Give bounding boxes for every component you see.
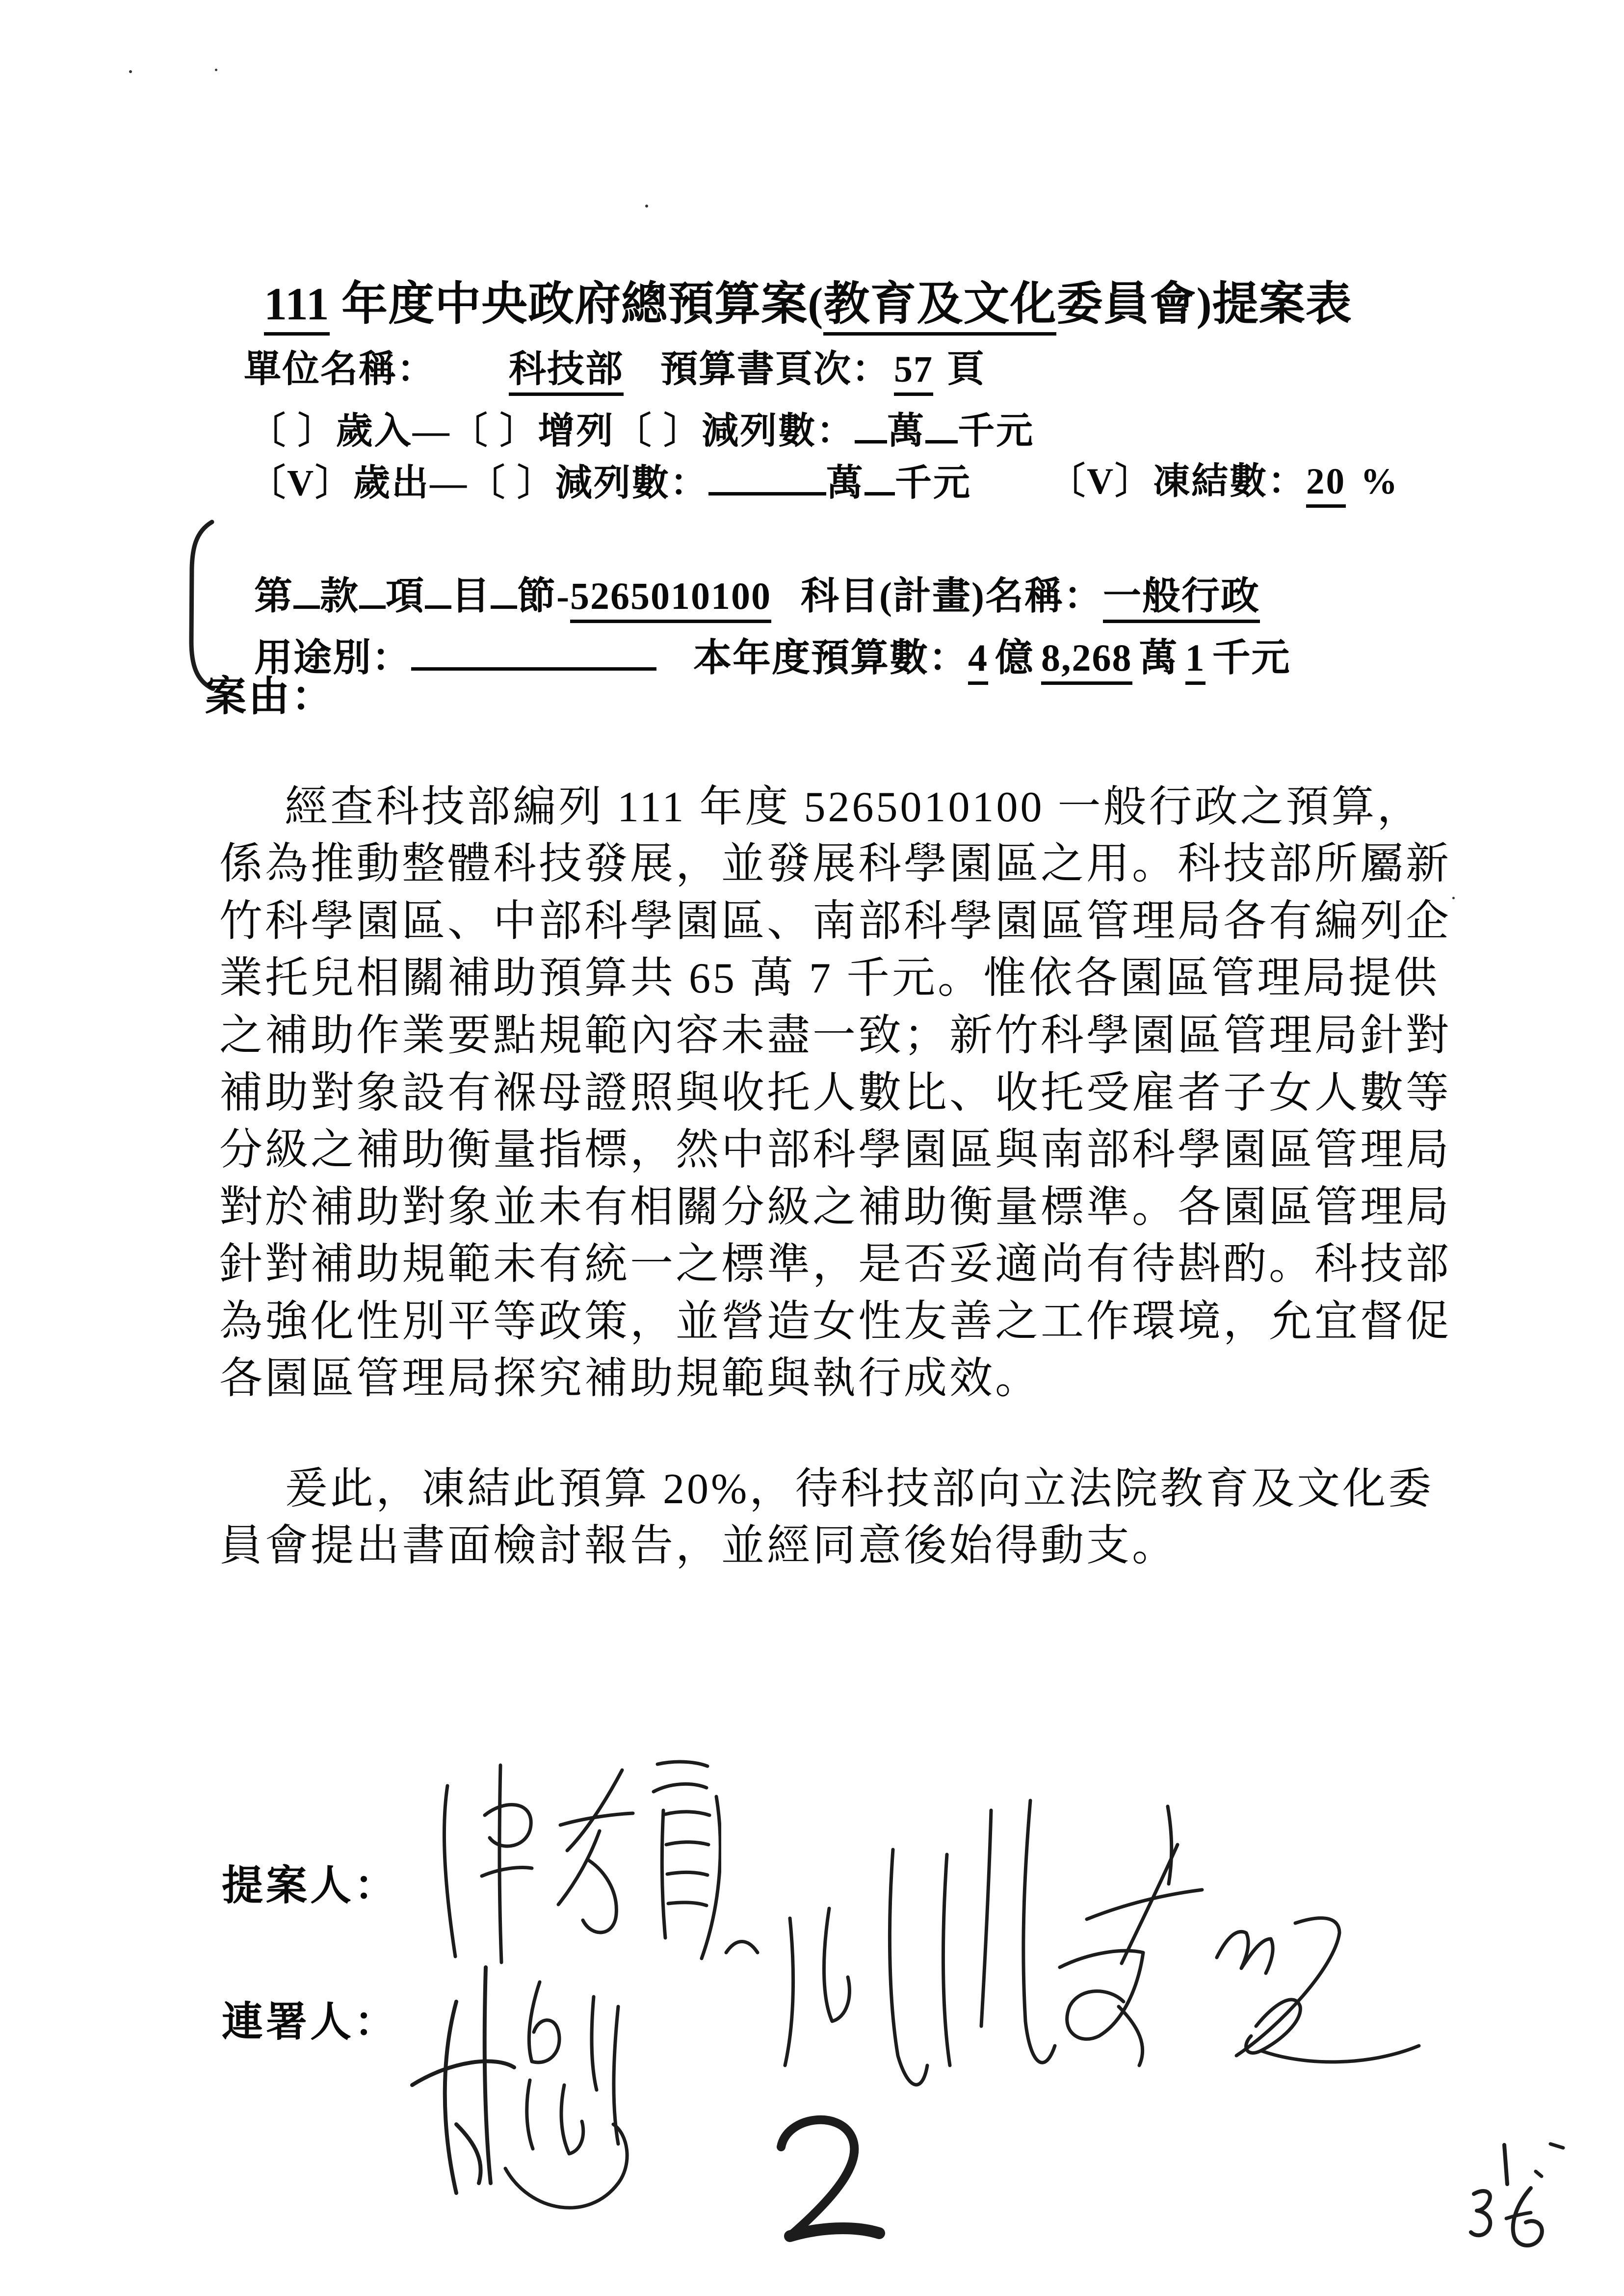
page-unit: 頁 [947,349,985,391]
unit-qianyuan: 千元 [1212,636,1291,679]
p1-line6: 補助對象設有褓母證照與收托人數比、收托受雇者子女人數等 [219,1070,1452,1117]
p1-line9: 針對補助規範未有統一之標準，是否妥適尚有待斟酌。科技部 [219,1241,1452,1288]
handwritten-sheet-number [756,2105,903,2262]
subject-label: 科目(計畫)名稱： [801,574,1103,618]
unit-label: 單位名稱： [244,349,435,391]
freeze-value: 20 [1306,461,1346,508]
unit-yi: 億 [995,636,1035,679]
freeze-label: 〔V〕凍結數： [1048,461,1307,502]
proposer-label: 提案人： [222,1863,399,1909]
p1-line4: 業托兒相關補助預算共 65 萬 7 千元。惟依各園區管理局提供 [219,955,1440,1002]
pages-label: 預算書頁次： [660,349,890,391]
freeze-group [1006,422,1399,541]
blank-underline [864,462,895,496]
item-kuan: 款 [320,574,360,618]
title-mid: 年度中央政府總預算案( [329,278,824,330]
unit-qianyuan: 千元 [894,463,971,504]
item-code: 5265010100 [570,574,771,623]
budget-label: 本年度預算數： [693,636,969,679]
freeze-unit: % [1361,461,1399,502]
item-jie: 節- [517,574,571,618]
proposer-signature [427,1756,721,1967]
p1-line2: 係為推動整體科技發展，並發展科學園區之用。科技部所屬新 [219,840,1452,888]
amount-yi: 4 [968,636,988,685]
usage-label: 用途別： [254,636,412,679]
corner-page-number [1457,2139,1575,2252]
title-tail: 委員會)提案表 [1056,278,1352,330]
title-year: 111 [264,279,330,336]
toner-speck [129,70,132,73]
cosigner-signature-1 [383,1938,677,2222]
blank-underline [708,462,826,496]
amount-qian: 1 [1185,636,1205,685]
p1-line10: 為強化性別平等政策，並營造女性友善之工作環境，允宜督促 [219,1298,1452,1346]
expense-row [206,422,971,543]
item-di: 第 [254,574,294,618]
case-label: 案由： [205,674,335,720]
toner-speck [215,69,217,71]
p2-line1: 爰此，凍結此預算 20%，待科技部向立法院教育及文化委 [285,1465,1434,1513]
cosigner-label: 連署人： [222,2000,399,2045]
item-xiang: 項 [386,574,425,618]
unit-wan: 萬 [826,463,864,504]
p2-line2: 員會提出書面檢討報告，並經同意後始得動支。 [219,1522,1178,1570]
subject-name: 一般行政 [1103,574,1260,623]
unit-wan: 萬 [887,411,926,452]
p1-line7: 分級之補助衡量指標，然中部科學園區與南部科學園區管理局 [219,1126,1452,1174]
expense-prefix: 〔V〕歲出—〔 〕減列數： [249,463,708,504]
page-number: 57 [894,349,933,396]
revenue-prefix: 〔 〕歲入—〔 〕增列〔 〕減列數： [249,411,855,452]
amount-wan: 8,268 [1041,636,1132,685]
unit-name: 科技部 [509,349,624,396]
unit-qianyuan: 千元 [958,411,1035,452]
unit-wan: 萬 [1139,636,1179,679]
toner-speck [645,205,648,208]
p1-line1: 經查科技部編列 111 年度 5265010100 一般行政之預算， [285,783,1423,831]
p1-line8: 對於補助對象並未有相關分級之補助衡量標準。各園區管理局 [219,1184,1452,1231]
left-bracket-mark [184,519,216,691]
p1-line3: 竹科學園區、中部科學園區、南部科學園區管理局各有編列企 [219,898,1452,945]
toner-speck [1452,897,1455,899]
usage-row [212,595,1298,720]
title-committee: 教育及文化 [823,279,1056,336]
item-mu: 目 [451,574,491,618]
blank-underline [411,636,656,671]
p1-line5: 之補助作業要點規範內容未盡一致；新竹科學園區管理局針對 [219,1012,1452,1060]
p1-line11: 各園區管理局探究補助規範與執行成效。 [219,1355,1041,1403]
